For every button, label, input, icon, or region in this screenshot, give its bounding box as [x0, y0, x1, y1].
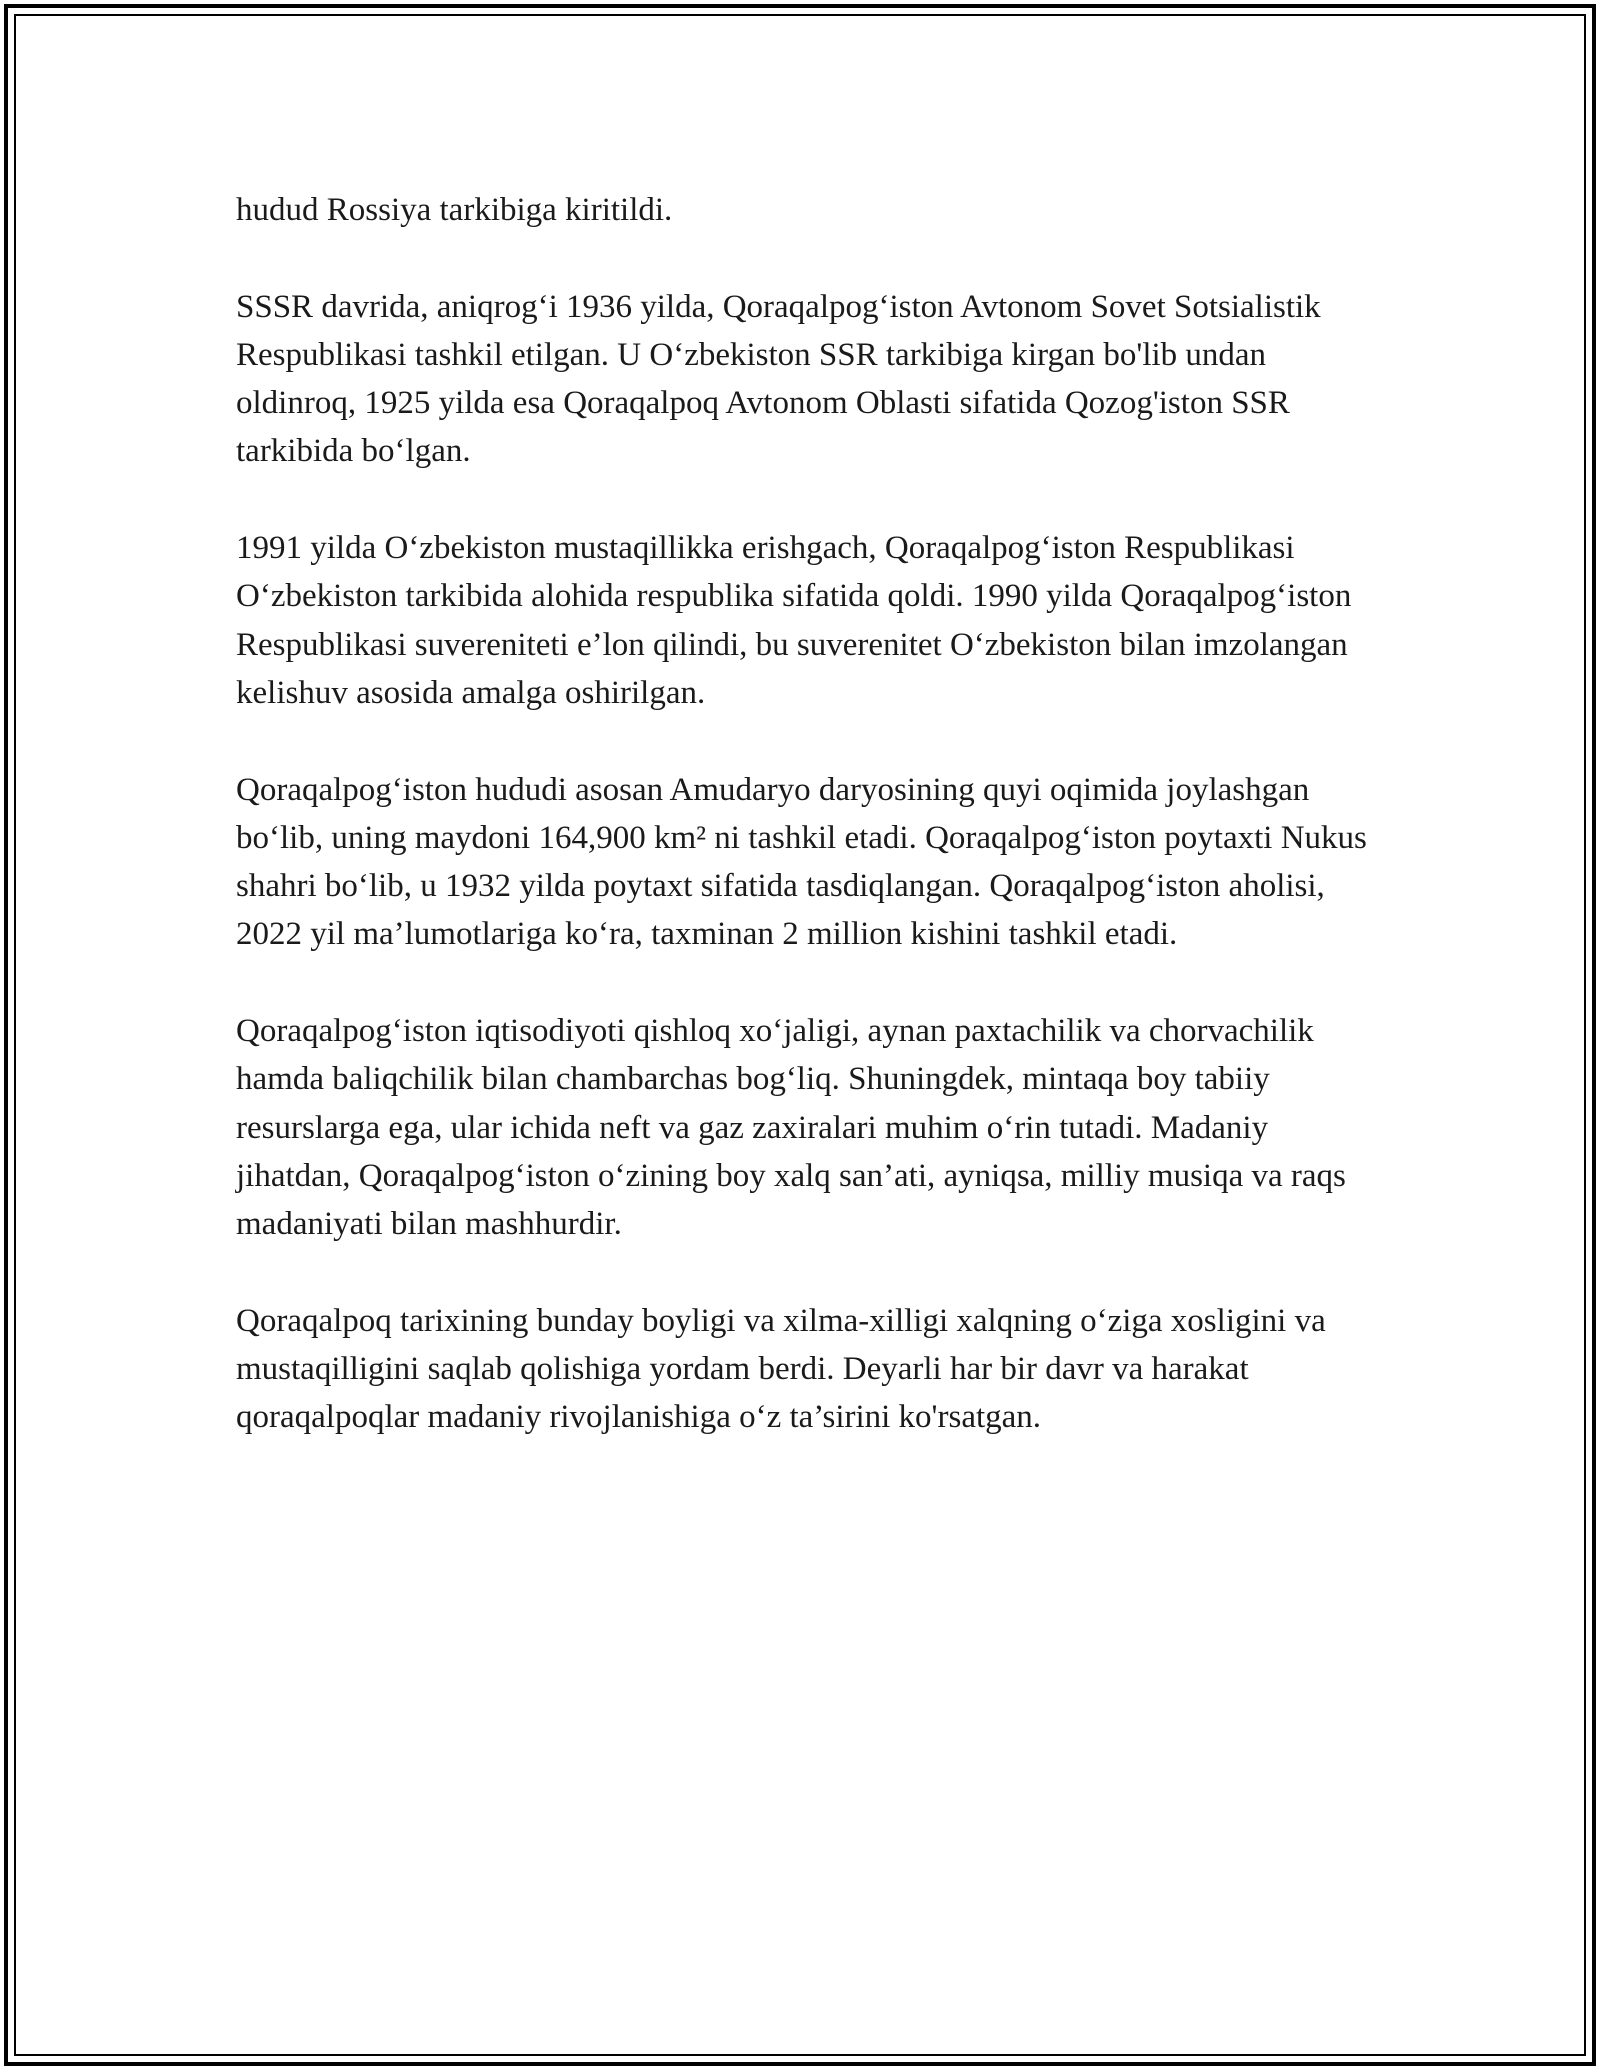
paragraph-6: Qoraqalpoq tarixining bunday boyligi va xilma-xilligi xalqning o‘ziga xosligini va mustaqilligini saqlab qolishiga yordam berdi. Deyarli har bir davr va harakat qoraqalpoqlar madaniy rivojlanishiga o‘z ta’sirini ko'rsatgan.: [236, 1302, 1326, 1436]
paragraph-5: Qoraqalpog‘iston iqtisodiyoti qishloq xo‘jaligi, aynan paxtachilik va chorvachilik hamda baliqchilik bilan chambarchas bog‘liq. Shuningdek, mintaqa boy tabiiy resurslarga ega, ular ichida neft va gaz zaxiralari muhim o‘rin tutadi. Madaniy jihatdan, Qoraqalpog‘iston o‘zining boy xalq san’ati, ayniqsa, milliy musiqa va raqs madaniyati bilan mashhurdir.: [236, 1013, 1346, 1243]
document-body: [236, 186, 1376, 1490]
paragraph-1: hudud Rossiya tarkibiga kiritildi.: [236, 192, 673, 228]
paragraph-2: SSSR davrida, aniqrog‘i 1936 yilda, Qoraqalpog‘iston Avtonom Sovet Sotsialistik Respublikasi tashkil etilgan. U O‘zbekiston SSR tarkibiga kirgan bo'lib undan oldinroq, 1925 yilda esa Qoraqalpoq Avtonom Oblasti sifatida Qozog'iston SSR tarkibida bo‘lgan.: [236, 288, 1321, 470]
paragraph-3: 1991 yilda O‘zbekiston mustaqillikka erishgach, Qoraqalpog‘iston Respublikasi O‘zbekiston tarkibida alohida respublika sifatida qoldi. 1990 yilda Qoraqalpog‘iston Respublikasi suvereniteti e’lon qilindi, bu suverenitet O‘zbekiston bilan imzolangan kelishuv asosida amalga oshirilgan.: [236, 530, 1352, 711]
paragraph-4: Qoraqalpog‘iston hududi asosan Amudaryo daryosining quyi oqimida joylashgan bo‘lib, uning maydoni 164,900 km² ni tashkil etadi. Qoraqalpog‘iston poytaxti Nukus shahri bo‘lib, u 1932 yilda poytaxt sifatida tasdiqlangan. Qoraqalpog‘iston aholisi, 2022 yil ma’lumotlariga ko‘ra, taxminan 2 million kishini tashkil etadi.: [236, 771, 1367, 953]
